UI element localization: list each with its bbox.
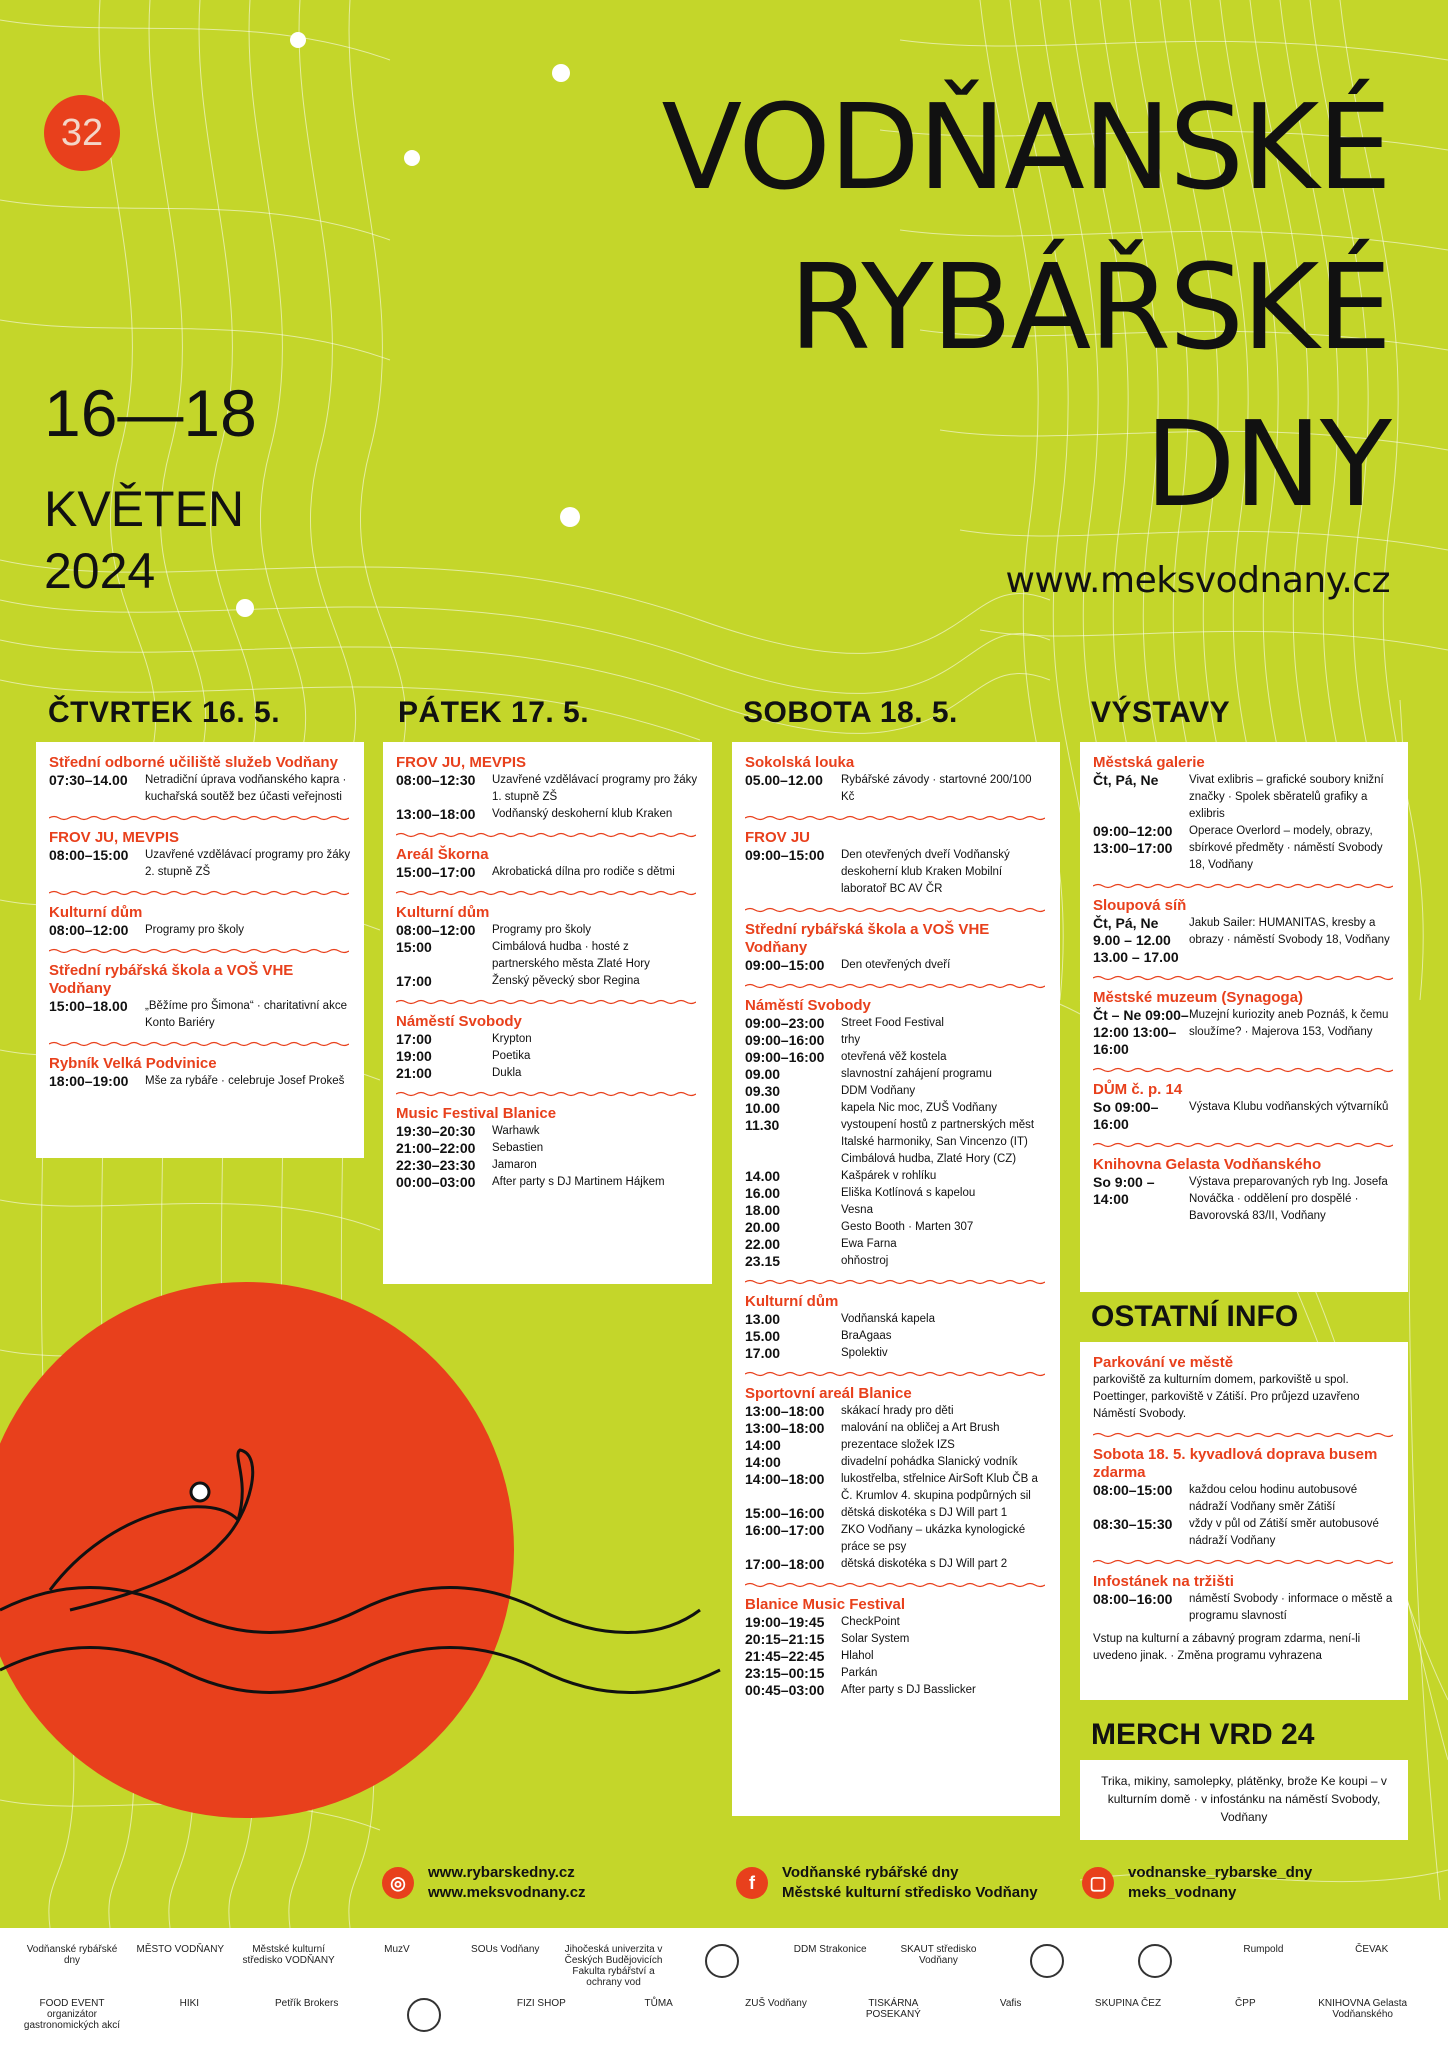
website-link[interactable]: www.meksvodnany.cz [1005, 560, 1390, 601]
event-time: 22.00 [745, 1236, 781, 1252]
event-description: Poetika [492, 1050, 531, 1062]
event-description: Gesto Booth · Marten 307 [841, 1221, 974, 1233]
event-row [396, 922, 699, 939]
partner-logo: Vafis [999, 1998, 1022, 2009]
saturday-panel [732, 742, 1060, 1816]
event-time: 15.00 [745, 1328, 781, 1344]
event-row [1093, 1482, 1395, 1516]
event-row [396, 1123, 699, 1140]
event-description: Kašpárek v rohlíku [841, 1170, 937, 1182]
event-row [745, 847, 1047, 898]
event-time: 13:00–18:00 [745, 1403, 825, 1419]
event-row [1093, 772, 1395, 823]
decor-dot [290, 32, 306, 48]
event-time: 14:00 [745, 1454, 781, 1470]
event-row [49, 847, 351, 881]
partner-logos-strip [0, 1928, 1448, 2048]
wave-divider [1093, 1559, 1393, 1565]
event-description: ohňostroj [841, 1255, 889, 1267]
event-row [745, 1015, 1047, 1032]
thursday-panel [36, 742, 364, 1158]
event-description: dětská diskotéka s DJ Will part 1 [841, 1507, 1008, 1519]
event-row [745, 957, 1047, 974]
event-time: 00:45–03:00 [745, 1682, 825, 1698]
wave-divider [49, 815, 349, 821]
partner-logo [1103, 1944, 1207, 1981]
event-description: Spolektiv [841, 1347, 888, 1359]
event-description: Výstava Klubu vodňanských výtvarníků [1189, 1101, 1389, 1113]
event-row [745, 1219, 1047, 1236]
partner-logo: HIKI [179, 1998, 200, 2009]
event-row [745, 1420, 1047, 1437]
instagram-account-1[interactable]: vodnanske_rybarske_dny [1128, 1864, 1313, 1881]
event-description: Parkán [841, 1667, 878, 1679]
venue-name: Městské muzeum (Synagoga) [1093, 989, 1304, 1006]
event-description: Street Food Festival [841, 1017, 944, 1029]
partner-logo: SOUs Vodňany [471, 1944, 540, 1955]
event-description: Warhawk [492, 1125, 540, 1137]
event-description: Dukla [492, 1067, 522, 1079]
venue-name: Sloupová síň [1093, 897, 1187, 914]
event-row [396, 973, 699, 990]
event-row [396, 1065, 699, 1082]
event-description: Akrobatická dílna pro rodiče s dětmi [492, 866, 675, 878]
event-row [745, 1682, 1047, 1699]
partner-logo: Městské kulturní středisko VODŇANY [242, 1944, 335, 1966]
event-description: Solar System [841, 1633, 910, 1645]
event-time: 09:00–12:00 13:00–17:00 [1093, 823, 1173, 856]
event-row [745, 1437, 1047, 1454]
event-time: 08:00–12:30 [396, 772, 476, 788]
event-row [745, 1614, 1047, 1631]
festival-dates: 16—18 [44, 376, 257, 450]
event-row [745, 1049, 1047, 1066]
festival-month: KVĚTEN [44, 481, 245, 537]
event-description: Programy pro školy [492, 924, 592, 936]
event-description: CheckPoint [841, 1616, 900, 1628]
venue-name: Blanice Music Festival [745, 1596, 906, 1613]
event-time: 23.15 [745, 1253, 781, 1269]
event-time: Čt, Pá, Ne [1093, 772, 1159, 788]
event-row [396, 1174, 699, 1191]
fish-sun-illustration [0, 1280, 740, 1840]
venue-name: Náměstí Svobody [745, 997, 871, 1014]
event-time: 08:00–15:00 [1093, 1482, 1173, 1498]
venue-name: FROV JU [745, 829, 811, 846]
event-time: 20.00 [745, 1219, 781, 1235]
event-description: prezentace složek IZS [841, 1439, 955, 1451]
event-description: Muzejní kuriozity aneb Poznáš, k čemu sloužíme? · Majerova 153, Vodňany [1189, 1009, 1389, 1038]
event-time: 18:00–19:00 [49, 1073, 129, 1089]
instagram-icon: ▢ [1082, 1867, 1114, 1899]
wave-divider [396, 1091, 696, 1097]
event-row [396, 806, 699, 823]
event-row [49, 998, 351, 1032]
event-time: 13.00 [745, 1311, 781, 1327]
event-row [745, 1117, 1047, 1168]
venue-name: Střední rybářská škola a VOŠ VHE Vodňany [49, 962, 294, 997]
day-heading-friday: PÁTEK 17. 5. [398, 696, 590, 729]
festival-year: 2024 [44, 543, 156, 599]
event-description: Rybářské závody · startovné 200/100 Kč [841, 774, 1032, 803]
venue-name: Sportovní areál Blanice [745, 1385, 912, 1402]
web-links[interactable] [382, 1858, 586, 1908]
event-description: Vivat exlibris – grafické soubory knižní značky · Spolek sběratelů grafiky a exlibris [1189, 774, 1384, 820]
venue-name: Infostánek na tržišti [1093, 1573, 1234, 1590]
event-time: 19:00–19:45 [745, 1614, 825, 1630]
web-link-1[interactable]: www.rybarskedny.cz [428, 1864, 575, 1881]
event-time: 21:45–22:45 [745, 1648, 825, 1664]
day-heading-saturday: SOBOTA 18. 5. [743, 696, 958, 729]
event-time: 09:00–16:00 [745, 1032, 825, 1048]
event-row [745, 1471, 1047, 1505]
event-description: otevřená věž kostela [841, 1051, 947, 1063]
partner-logo [995, 1944, 1099, 1981]
wave-divider [745, 983, 1045, 989]
event-time: 09:00–16:00 [745, 1049, 825, 1065]
event-time: 09.30 [745, 1083, 781, 1099]
venue-name: Parkování ve městě [1093, 1354, 1234, 1371]
instagram-links[interactable] [1082, 1858, 1312, 1908]
wave-divider [396, 999, 696, 1005]
wave-divider [745, 1582, 1045, 1588]
venue-name: Kulturní dům [49, 904, 143, 921]
event-row [745, 1648, 1047, 1665]
event-row [745, 1100, 1047, 1117]
event-time: 09:00–15:00 [745, 957, 825, 973]
event-time: So 09:00–16:00 [1093, 1099, 1159, 1132]
exhibitions-panel [1080, 742, 1408, 1292]
event-row [745, 1328, 1047, 1345]
event-time: 08:00–16:00 [1093, 1591, 1173, 1607]
event-row [745, 1185, 1047, 1202]
other-info-panel [1080, 1342, 1408, 1700]
event-description: slavnostní zahájení programu [841, 1068, 992, 1080]
festival-title-line-1: VODŇANSKÉ [661, 78, 1390, 216]
web-link-2[interactable]: www.meksvodnany.cz [428, 1884, 586, 1901]
event-row [745, 1631, 1047, 1648]
event-row [745, 1202, 1047, 1219]
facebook-icon: f [736, 1867, 768, 1899]
event-description: Operace Overlord – modely, obrazy, sbírkové předměty · náměstí Svobody 18, Vodňany [1189, 825, 1383, 871]
event-time: 16.00 [745, 1185, 781, 1201]
event-row [1093, 1591, 1395, 1625]
event-description: ZKO Vodňany – ukázka kynologické práce se psy [841, 1524, 1026, 1553]
event-time: 00:00–03:00 [396, 1174, 476, 1190]
other-info-content [1093, 1354, 1395, 1625]
event-time: 19:00 [396, 1048, 432, 1064]
event-description: DDM Vodňany [841, 1085, 916, 1097]
globe-icon: ◎ [382, 1867, 414, 1899]
event-description: After party s DJ Martinem Hájkem [492, 1176, 665, 1188]
event-description: BraAgaas [841, 1330, 892, 1342]
event-time: 21:00–22:00 [396, 1140, 476, 1156]
event-time: 07:30–14.00 [49, 772, 128, 788]
facebook-links[interactable] [736, 1858, 1038, 1908]
exhibitions-heading: VÝSTAVY [1091, 696, 1231, 729]
event-row [49, 772, 351, 806]
event-row [396, 1031, 699, 1048]
event-time: 08:30–15:30 [1093, 1516, 1173, 1532]
partner-logo: SKUPINA ČEZ [1094, 1998, 1162, 2009]
partner-logo: Rumpold [1243, 1944, 1284, 1955]
event-time: 15:00–17:00 [396, 864, 476, 880]
event-description: „Běžíme pro Šimona“ · charitativní akce Konto Bariéry [145, 1000, 347, 1029]
venue-name: Knihovna Gelasta Vodňanského [1093, 1156, 1322, 1173]
wave-divider [745, 907, 1045, 913]
event-description: Krypton [492, 1033, 532, 1045]
event-description: Den otevřených dveří [841, 959, 951, 971]
event-description: Jakub Sailer: HUMANITAS, kresby a obrazy · náměstí Svobody 18, Vodňany [1189, 917, 1390, 946]
event-description: Netradiční úprava vodňanského kapra · kuchařská soutěž bez účasti veřejnosti [145, 774, 347, 803]
event-time: 08:00–12:00 [396, 922, 476, 938]
partner-logo: FOOD EVENT organizátor gastronomických akcí [23, 1998, 121, 2031]
event-time: 11.30 [745, 1117, 780, 1133]
event-description: Uzavřené vzdělávací programy pro žáky 1. stupně ZŠ [492, 774, 698, 803]
event-description: Hlahol [841, 1650, 874, 1662]
venue-name: Kulturní dům [745, 1293, 839, 1310]
instagram-account-2[interactable]: meks_vodnany [1128, 1884, 1237, 1901]
partner-logo: TISKÁRNA POSEKANÝ [865, 1998, 921, 2020]
partner-logo: TŮMA [644, 1998, 673, 2009]
event-time: 18.00 [745, 1202, 781, 1218]
event-row [745, 1311, 1047, 1328]
event-time: Čt – Ne 09:00–12:00 13:00–16:00 [1093, 1007, 1189, 1057]
event-time: 21:00 [396, 1065, 432, 1081]
partner-logo: MĚSTO VODŇANY [136, 1944, 225, 1955]
friday-panel [383, 742, 712, 1284]
event-description: Programy pro školy [145, 924, 245, 936]
event-row [745, 1083, 1047, 1100]
venue-name: FROV JU, MEVPIS [396, 754, 527, 771]
event-time: 15:00–18.00 [49, 998, 128, 1014]
facebook-page-2[interactable]: Městské kulturní středisko Vodňany [782, 1884, 1038, 1901]
wave-divider [396, 890, 696, 896]
event-time: 20:15–21:15 [745, 1631, 825, 1647]
event-time: 13:00–18:00 [396, 806, 476, 822]
festival-title-line-3: DNY [1144, 395, 1390, 533]
event-time: 13:00–18:00 [745, 1420, 825, 1436]
event-description: Vodňanská kapela [841, 1313, 935, 1325]
event-row [745, 1665, 1047, 1682]
event-row [1093, 1516, 1395, 1550]
event-description: dětská diskotéka s DJ Will part 2 [841, 1558, 1008, 1570]
partner-logo: Vodňanské rybářské dny [26, 1944, 118, 1966]
event-description: Cimbálová hudba · hosté z partnerského města Zlaté Hory [492, 941, 650, 970]
venue-name: Rybník Velká Podvinice [49, 1055, 217, 1072]
venue-name: Městská galerie [1093, 754, 1205, 771]
event-description: After party s DJ Basslicker [841, 1684, 976, 1696]
partner-logo: ČPP [1235, 1998, 1256, 2009]
wave-divider [49, 948, 349, 954]
decor-dot [552, 64, 570, 82]
event-time: 19:30–20:30 [396, 1123, 476, 1139]
wave-divider [49, 890, 349, 896]
wave-divider [396, 832, 696, 838]
event-time: 22:30–23:30 [396, 1157, 476, 1173]
event-time: 17.00 [745, 1345, 781, 1361]
event-row [745, 1066, 1047, 1083]
other-info-note: Vstup na kulturní a zábavný program zdarma, není-li uvedeno jinak. · Změna programu vyhrazena [1093, 1633, 1361, 1662]
partner-logo: ZUŠ Vodňany [745, 1998, 807, 2009]
event-row [396, 1048, 699, 1065]
event-row [1093, 915, 1395, 966]
event-row [396, 1157, 699, 1174]
event-description: vždy v půl od Zátiší směr autobusové nádraží Vodňany [1189, 1518, 1379, 1547]
event-row [49, 922, 351, 939]
other-info-heading: OSTATNÍ INFO [1091, 1300, 1299, 1333]
event-time: 15:00 [396, 939, 432, 955]
wave-divider [1093, 883, 1393, 889]
event-row [745, 1168, 1047, 1185]
event-time: 14:00–18:00 [745, 1471, 825, 1487]
event-row [745, 1556, 1047, 1573]
day-heading-thursday: ČTVRTEK 16. 5. [48, 696, 281, 729]
festival-month-year [44, 478, 244, 602]
event-row [745, 1032, 1047, 1049]
event-description: Ženský pěvecký sbor Regina [492, 975, 640, 987]
merch-heading: MERCH VRD 24 [1091, 1718, 1315, 1751]
event-description: Vesna [841, 1204, 873, 1216]
partner-logo [372, 1998, 476, 2035]
event-time: 09.00 [745, 1066, 781, 1082]
event-row [396, 864, 699, 881]
event-description: Vodňanský deskoherní klub Kraken [492, 808, 673, 820]
event-time: 09:00–23:00 [745, 1015, 825, 1031]
partner-logo: Jihočeská univerzita v Českých Budějovicích Fakulta rybářství a ochrany vod [564, 1944, 663, 1988]
partner-logo [670, 1944, 774, 1981]
edition-badge: 32 [44, 95, 120, 171]
event-row [396, 1140, 699, 1157]
venue-name: Sokolská louka [745, 754, 855, 771]
event-time: 23:15–00:15 [745, 1665, 825, 1681]
event-description: skákací hrady pro děti [841, 1405, 954, 1417]
event-description: trhy [841, 1034, 861, 1046]
event-time: 15:00–16:00 [745, 1505, 825, 1521]
venue-name: DŮM č. p. 14 [1093, 1081, 1183, 1098]
event-row [745, 1253, 1047, 1270]
venue-name: Areál Škorna [396, 846, 489, 863]
event-time: So 9:00 –14:00 [1093, 1174, 1155, 1207]
event-time: 14.00 [745, 1168, 781, 1184]
merch-panel: Trika, mikiny, samolepky, plátěnky, brože Ke koupi – v kulturním domě · v infostánku na náměstí Svobody, Vodňany [1080, 1760, 1408, 1840]
event-description: Ewa Farna [841, 1238, 897, 1250]
partner-logo: MuzV [384, 1944, 410, 1955]
venue-name: Music Festival Blanice [396, 1105, 557, 1122]
event-time: 10.00 [745, 1100, 781, 1116]
partner-logo: KNIHOVNA Gelasta Vodňanského [1318, 1998, 1408, 2020]
event-row [745, 772, 1047, 806]
event-row [745, 1403, 1047, 1420]
event-description: Den otevřených dveří Vodňanský deskoherní klub Kraken Mobilní laboratoř BC AV ČR [841, 849, 1010, 895]
partner-logo: DDM Strakonice [793, 1944, 867, 1955]
event-time: 17:00 [396, 1031, 432, 1047]
event-description: vystoupení hostů z partnerských měst Italské harmoniky, San Vincenzo (IT) Cimbálová hudba, Zlaté Hory (CZ) [841, 1119, 1035, 1165]
event-row [745, 1454, 1047, 1471]
partner-logo: ČEVAK [1355, 1944, 1389, 1955]
partner-logo: SKAUT středisko Vodňany [900, 1944, 977, 1966]
event-row [1093, 1099, 1395, 1133]
event-description: Sebastien [492, 1142, 544, 1154]
event-row [1093, 1174, 1395, 1225]
event-description: kapela Nic moc, ZUŠ Vodňany [841, 1102, 997, 1114]
event-row [396, 772, 699, 806]
partner-logo: FIZI SHOP [516, 1998, 566, 2009]
event-description: Mše za rybáře · celebruje Josef Prokeš [145, 1075, 345, 1087]
event-description: lukostřelba, střelnice AirSoft Klub ČB a Č. Krumlov 4. skupina podpůrných sil [841, 1473, 1038, 1502]
venue-name: Kulturní dům [396, 904, 490, 921]
event-time: 17:00 [396, 973, 432, 989]
decor-dot [560, 507, 580, 527]
event-time: 05.00–12.00 [745, 772, 823, 788]
wave-divider [49, 1041, 349, 1047]
event-row [396, 939, 699, 973]
event-row [1093, 823, 1395, 874]
event-description: Eliška Kotlínová s kapelou [841, 1187, 976, 1199]
wave-divider [1093, 1432, 1393, 1438]
venue-name: Střední rybářská škola a VOŠ VHE Vodňany [745, 921, 990, 956]
event-row [49, 1073, 351, 1090]
event-time: 09:00–15:00 [745, 847, 825, 863]
event-time: 14:00 [745, 1437, 781, 1453]
event-time: 08:00–12:00 [49, 922, 129, 938]
event-row [745, 1505, 1047, 1522]
decor-dot [404, 150, 420, 166]
wave-divider [1093, 975, 1393, 981]
event-description: Jamaron [492, 1159, 537, 1171]
event-description: náměstí Svobody · informace o městě a programu slavností [1189, 1593, 1393, 1622]
event-description: každou celou hodinu autobusové nádraží Vodňany směr Zátiší [1189, 1484, 1358, 1513]
event-time: Čt, Pá, Ne 9.00 – 12.00 13.00 – 17.00 [1093, 915, 1179, 965]
wave-divider [1093, 1067, 1393, 1073]
wave-divider [1093, 1142, 1393, 1148]
venue-name: Střední odborné učiliště služeb Vodňany [49, 754, 338, 771]
event-row [745, 1522, 1047, 1556]
event-time: 08:00–15:00 [49, 847, 129, 863]
wave-divider [745, 1371, 1045, 1377]
event-row [745, 1345, 1047, 1362]
venue-name: Sobota 18. 5. kyvadlová doprava busem zdarma [1093, 1446, 1378, 1481]
facebook-page-1[interactable]: Vodňanské rybářské dny [782, 1864, 959, 1881]
wave-divider [745, 1279, 1045, 1285]
event-description: Výstava preparovaných ryb Ing. Josefa Nováčka · oddělení pro dospělé · Bavorovská 83/II, Vodňany [1189, 1176, 1388, 1222]
venue-name: Náměstí Svobody [396, 1013, 522, 1030]
festival-title-line-2: RYBÁŘSKÉ [788, 238, 1390, 376]
event-row [1093, 1007, 1395, 1058]
event-row [745, 1236, 1047, 1253]
event-time: 17:00–18:00 [745, 1556, 825, 1572]
venue-name: FROV JU, MEVPIS [49, 829, 180, 846]
event-description: divadelní pohádka Slanický vodník [841, 1456, 1018, 1468]
event-time: 16:00–17:00 [745, 1522, 825, 1538]
event-description: malování na obličej a Art Brush [841, 1422, 1000, 1434]
wave-divider [745, 815, 1045, 821]
partner-logo: Petřík Brokers [274, 1998, 339, 2009]
info-text: parkoviště za kulturním domem, parkoviště u spol. Poettinger, parkoviště v Zátiší. Pro průjezd uzavřeno Náměstí Svobody. [1093, 1374, 1360, 1420]
event-description: Uzavřené vzdělávací programy pro žáky 2. stupně ZŠ [145, 849, 351, 878]
